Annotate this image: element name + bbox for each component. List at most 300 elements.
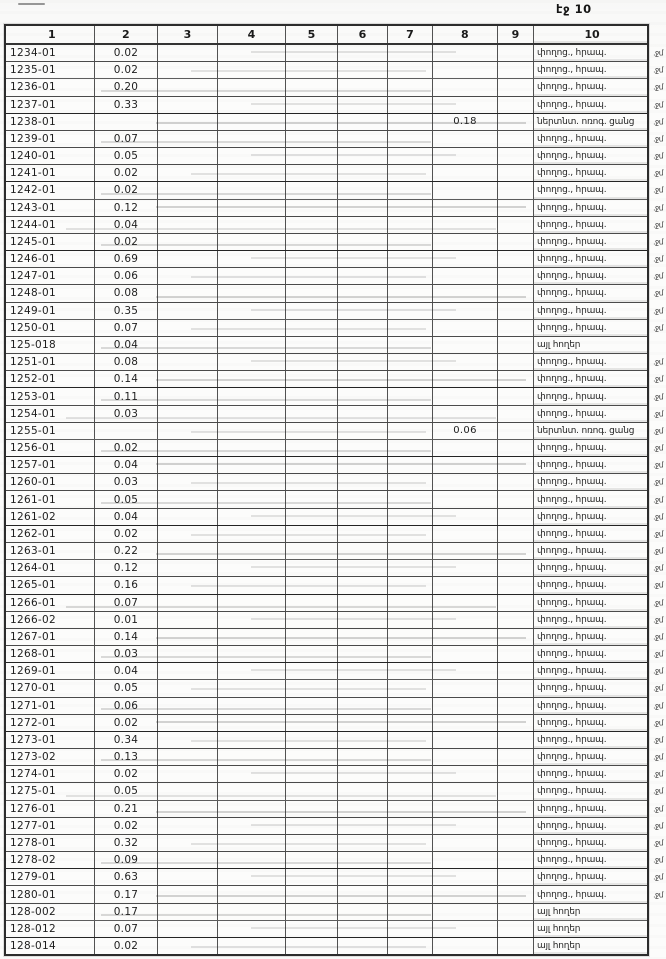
cell-empty-9: [498, 886, 534, 902]
cell-empty-5: [286, 217, 338, 233]
table-row: [6, 200, 663, 217]
cell-empty-5: [286, 904, 338, 920]
cell-empty-4: [218, 835, 286, 851]
cell-parcel-id: 1242-01: [6, 182, 95, 198]
cell-landuse-label: փողոց., հրապ.: [534, 783, 647, 799]
margin-annotation: .ջմ: [653, 254, 663, 264]
cell-landuse-label: փողոց., հրապ.: [534, 526, 647, 542]
cell-landuse-label: փողոց., հրապ.: [534, 251, 647, 267]
cell-parcel-id: 125-018: [6, 337, 95, 353]
cell-empty-7: [388, 131, 433, 147]
cell-area-value: 0.04: [95, 457, 158, 473]
cell-empty-4: [218, 801, 286, 817]
cell-empty-6: [338, 423, 388, 439]
cell-landuse-label: փողոց., հրապ.: [534, 766, 647, 782]
column-header-9: 9: [498, 26, 534, 43]
table-row: [6, 749, 663, 766]
cell-empty-6: [338, 388, 388, 404]
cell-empty-6: [338, 904, 388, 920]
cell-landuse-label: փողոց., հրապ.: [534, 474, 647, 490]
cell-parcel-id: 1278-02: [6, 852, 95, 868]
cell-empty-7: [388, 663, 433, 679]
cell-empty-4: [218, 783, 286, 799]
margin-annotation: .ջմ: [653, 477, 663, 487]
cell-empty-7: [388, 423, 433, 439]
cell-empty-6: [338, 577, 388, 593]
cell-landuse-label: փողոց., հրապ.: [534, 886, 647, 902]
cell-empty-4: [218, 148, 286, 164]
cell-empty-3: [158, 131, 218, 147]
cell-empty-4: [218, 200, 286, 216]
cell-empty-3: [158, 886, 218, 902]
table-row: [6, 423, 663, 440]
cell-empty-4: [218, 732, 286, 748]
cell-empty-7: [388, 440, 433, 456]
cell-empty-7: [388, 560, 433, 576]
cell-empty-6: [338, 595, 388, 611]
cell-empty-4: [218, 285, 286, 301]
cell-empty-5: [286, 131, 338, 147]
cell-empty-6: [338, 234, 388, 250]
cell-area-value: 0.35: [95, 303, 158, 319]
margin-annotation: .ջմ: [653, 890, 663, 899]
cell-col8-value: [433, 921, 498, 937]
cell-empty-5: [286, 491, 338, 507]
cell-empty-7: [388, 388, 433, 404]
cell-area-value: 0.02: [95, 715, 158, 731]
cell-empty-9: [498, 268, 534, 284]
cell-empty-7: [388, 251, 433, 267]
cell-empty-3: [158, 577, 218, 593]
cell-empty-4: [218, 543, 286, 559]
cell-col8-value: [433, 200, 498, 216]
cell-empty-5: [286, 646, 338, 662]
cell-empty-6: [338, 217, 388, 233]
cell-empty-4: [218, 715, 286, 731]
cell-area-value: 0.03: [95, 646, 158, 662]
cell-parcel-id: 1245-01: [6, 234, 95, 250]
cell-empty-6: [338, 560, 388, 576]
cell-empty-3: [158, 148, 218, 164]
cell-empty-7: [388, 698, 433, 714]
cell-empty-3: [158, 371, 218, 387]
cell-area-value: 0.05: [95, 680, 158, 696]
cell-empty-3: [158, 835, 218, 851]
table-row: [6, 732, 663, 749]
cell-empty-6: [338, 680, 388, 696]
column-header-8: 8: [433, 26, 498, 43]
cell-empty-7: [388, 818, 433, 834]
cell-empty-5: [286, 835, 338, 851]
cell-empty-5: [286, 440, 338, 456]
cell-empty-6: [338, 148, 388, 164]
cell-landuse-label: փողոց., հրապ.: [534, 268, 647, 284]
cell-empty-9: [498, 406, 534, 422]
cell-parcel-id: 1278-01: [6, 835, 95, 851]
cell-landuse-label: այլ հողեր: [534, 938, 647, 954]
cell-col8-value: [433, 698, 498, 714]
cell-col8-value: [433, 646, 498, 662]
cell-area-value: 0.04: [95, 509, 158, 525]
table-row: [6, 97, 663, 114]
cell-empty-6: [338, 131, 388, 147]
cell-empty-6: [338, 182, 388, 198]
cell-empty-5: [286, 818, 338, 834]
cell-empty-7: [388, 612, 433, 628]
cell-landuse-label: փողոց., հրապ.: [534, 543, 647, 559]
margin-annotation: .ջմ: [653, 82, 663, 92]
cell-empty-5: [286, 165, 338, 181]
cell-empty-3: [158, 749, 218, 765]
cell-landuse-label: փողոց., հրապ.: [534, 45, 647, 61]
table-row: [6, 938, 647, 954]
cell-landuse-label: փողոց., հրապ.: [534, 852, 647, 868]
cell-empty-3: [158, 423, 218, 439]
cell-empty-6: [338, 268, 388, 284]
cell-empty-5: [286, 595, 338, 611]
cell-landuse-label: ներտնտ. ոռոգ. ցանց: [534, 423, 647, 439]
cell-landuse-label: փողոց., հրապ.: [534, 560, 647, 576]
cell-landuse-label: փողոց., հրապ.: [534, 612, 647, 628]
cell-col8-value: [433, 131, 498, 147]
cell-landuse-label: փողոց., հրապ.: [534, 835, 647, 851]
cell-empty-9: [498, 766, 534, 782]
cell-empty-7: [388, 680, 433, 696]
cell-empty-3: [158, 234, 218, 250]
cell-col8-value: [433, 543, 498, 559]
cell-col8-value: [433, 715, 498, 731]
cell-empty-6: [338, 337, 388, 353]
cell-empty-5: [286, 852, 338, 868]
cell-col8-value: 0.18: [433, 114, 498, 130]
cell-parcel-id: 1267-01: [6, 629, 95, 645]
column-header-10: 10: [534, 26, 647, 43]
cell-area-value: 0.01: [95, 612, 158, 628]
cell-parcel-id: 1240-01: [6, 148, 95, 164]
margin-annotation: .ջմ: [653, 203, 663, 213]
cell-col8-value: [433, 354, 498, 370]
margin-annotation: .ջմ: [653, 409, 663, 419]
table-row: [6, 251, 663, 268]
cell-empty-6: [338, 165, 388, 181]
cell-area-value: 0.02: [95, 182, 158, 198]
cell-empty-6: [338, 491, 388, 507]
cell-empty-9: [498, 749, 534, 765]
cell-parcel-id: 1262-01: [6, 526, 95, 542]
cell-empty-9: [498, 285, 534, 301]
margin-annotation: .ջմ: [653, 392, 663, 402]
table-row: [6, 217, 663, 234]
cell-empty-3: [158, 921, 218, 937]
cell-landuse-label: փողոց., հրապ.: [534, 182, 647, 198]
cell-empty-3: [158, 783, 218, 799]
cell-empty-3: [158, 491, 218, 507]
cell-empty-3: [158, 732, 218, 748]
table-row: [6, 766, 663, 783]
cell-empty-6: [338, 818, 388, 834]
cell-empty-3: [158, 303, 218, 319]
cell-empty-4: [218, 886, 286, 902]
cell-parcel-id: 1250-01: [6, 320, 95, 336]
cell-empty-9: [498, 869, 534, 885]
page-number-label: էջ 10: [556, 2, 592, 16]
cell-empty-4: [218, 354, 286, 370]
cell-area-value: 0.07: [95, 921, 158, 937]
cell-parcel-id: 1261-01: [6, 491, 95, 507]
cell-empty-9: [498, 457, 534, 473]
cell-col8-value: [433, 629, 498, 645]
cell-empty-4: [218, 749, 286, 765]
cell-empty-7: [388, 406, 433, 422]
cell-landuse-label: փողոց., հրապ.: [534, 646, 647, 662]
cell-landuse-label: փողոց., հրապ.: [534, 698, 647, 714]
column-header-6: 6: [338, 26, 388, 43]
cell-empty-4: [218, 45, 286, 61]
cell-empty-7: [388, 45, 433, 61]
cell-parcel-id: 1264-01: [6, 560, 95, 576]
cell-landuse-label: փողոց., հրապ.: [534, 732, 647, 748]
cell-landuse-label: փողոց., հրապ.: [534, 818, 647, 834]
cell-empty-9: [498, 131, 534, 147]
cell-empty-6: [338, 749, 388, 765]
cell-parcel-id: 1261-02: [6, 509, 95, 525]
cell-empty-5: [286, 474, 338, 490]
cell-empty-6: [338, 715, 388, 731]
cell-empty-4: [218, 904, 286, 920]
cell-area-value: 0.34: [95, 732, 158, 748]
cell-empty-7: [388, 474, 433, 490]
table-row: [6, 182, 663, 199]
margin-annotation: .ջմ: [653, 117, 663, 127]
cell-empty-3: [158, 938, 218, 954]
column-header-1: 1: [6, 26, 95, 43]
cell-empty-9: [498, 560, 534, 576]
cell-landuse-label: փողոց., հրապ.: [534, 491, 647, 507]
cell-parcel-id: 1268-01: [6, 646, 95, 662]
cell-landuse-label: փողոց., հրապ.: [534, 457, 647, 473]
cell-landuse-label: փողոց., հրապ.: [534, 97, 647, 113]
cell-empty-9: [498, 904, 534, 920]
cell-area-value: 0.17: [95, 886, 158, 902]
cell-col8-value: [433, 97, 498, 113]
margin-annotation: .ջմ: [653, 580, 663, 590]
table-row: [6, 595, 663, 612]
cell-empty-6: [338, 440, 388, 456]
cell-col8-value: [433, 182, 498, 198]
table-row: [6, 406, 663, 423]
margin-annotation: .ջմ: [653, 151, 663, 161]
cell-empty-3: [158, 869, 218, 885]
cell-empty-4: [218, 560, 286, 576]
cell-parcel-id: 1236-01: [6, 79, 95, 95]
cell-empty-4: [218, 79, 286, 95]
cell-empty-5: [286, 388, 338, 404]
cell-empty-5: [286, 285, 338, 301]
cell-empty-3: [158, 457, 218, 473]
cell-empty-3: [158, 97, 218, 113]
margin-annotation: .ջմ: [653, 495, 663, 505]
cell-empty-9: [498, 45, 534, 61]
cell-empty-4: [218, 268, 286, 284]
cell-empty-5: [286, 921, 338, 937]
cell-area-value: 0.07: [95, 131, 158, 147]
cell-empty-9: [498, 818, 534, 834]
cell-empty-6: [338, 543, 388, 559]
table-row: [6, 457, 663, 474]
cell-empty-5: [286, 577, 338, 593]
cell-empty-3: [158, 45, 218, 61]
cell-empty-3: [158, 509, 218, 525]
cell-empty-5: [286, 526, 338, 542]
cell-area-value: 0.02: [95, 938, 158, 954]
cell-parcel-id: 1246-01: [6, 251, 95, 267]
margin-annotation: .ջմ: [653, 100, 663, 110]
cell-empty-3: [158, 595, 218, 611]
cell-empty-7: [388, 268, 433, 284]
cell-area-value: 0.02: [95, 45, 158, 61]
table-row: [6, 869, 663, 886]
cell-parcel-id: 1256-01: [6, 440, 95, 456]
cell-empty-9: [498, 234, 534, 250]
cell-parcel-id: 128-002: [6, 904, 95, 920]
cell-area-value: 0.16: [95, 577, 158, 593]
cell-parcel-id: 1275-01: [6, 783, 95, 799]
table-row: [6, 45, 663, 62]
cell-area-value: 0.12: [95, 560, 158, 576]
cell-parcel-id: 1277-01: [6, 818, 95, 834]
cell-empty-9: [498, 200, 534, 216]
cell-parcel-id: 1266-01: [6, 595, 95, 611]
cell-empty-6: [338, 663, 388, 679]
cell-empty-5: [286, 560, 338, 576]
margin-annotation: .ջմ: [653, 134, 663, 144]
cell-empty-3: [158, 268, 218, 284]
cell-empty-3: [158, 217, 218, 233]
cell-area-value: 0.20: [95, 79, 158, 95]
cell-empty-3: [158, 766, 218, 782]
cell-parcel-id: 1247-01: [6, 268, 95, 284]
cell-empty-7: [388, 577, 433, 593]
cell-empty-7: [388, 732, 433, 748]
margin-annotation: .ջմ: [653, 65, 663, 75]
cell-empty-4: [218, 165, 286, 181]
cell-empty-3: [158, 526, 218, 542]
cell-col8-value: [433, 285, 498, 301]
cell-empty-7: [388, 783, 433, 799]
margin-annotation: .ջմ: [653, 374, 663, 384]
cell-empty-7: [388, 852, 433, 868]
cell-landuse-label: փողոց., հրապ.: [534, 285, 647, 301]
margin-annotation: .ջմ: [653, 718, 663, 728]
cell-parcel-id: 1255-01: [6, 423, 95, 439]
cell-empty-7: [388, 200, 433, 216]
cell-empty-4: [218, 491, 286, 507]
cell-empty-9: [498, 148, 534, 164]
table-row: [6, 646, 663, 663]
cell-empty-5: [286, 629, 338, 645]
cell-empty-6: [338, 62, 388, 78]
cell-empty-4: [218, 388, 286, 404]
margin-annotation: .ջմ: [653, 168, 663, 178]
cell-parcel-id: 128-014: [6, 938, 95, 954]
margin-annotation: .ջմ: [653, 323, 663, 333]
cell-empty-7: [388, 646, 433, 662]
cell-empty-9: [498, 371, 534, 387]
table-row: [6, 852, 663, 869]
cell-empty-5: [286, 45, 338, 61]
cell-empty-7: [388, 543, 433, 559]
margin-annotation: .ջմ: [653, 838, 663, 848]
cell-parcel-id: 1273-01: [6, 732, 95, 748]
cell-col8-value: [433, 388, 498, 404]
cell-empty-7: [388, 148, 433, 164]
cell-col8-value: [433, 766, 498, 782]
cell-empty-3: [158, 801, 218, 817]
cell-landuse-label: փողոց., հրապ.: [534, 801, 647, 817]
table-row: [6, 783, 663, 800]
table-row: [6, 165, 663, 182]
cell-empty-7: [388, 114, 433, 130]
cell-empty-4: [218, 577, 286, 593]
cell-empty-3: [158, 406, 218, 422]
cell-empty-6: [338, 97, 388, 113]
cell-empty-9: [498, 526, 534, 542]
cell-empty-4: [218, 423, 286, 439]
cell-col8-value: [433, 869, 498, 885]
cell-col8-value: [433, 217, 498, 233]
cell-parcel-id: 1241-01: [6, 165, 95, 181]
cell-area-value: 0.02: [95, 766, 158, 782]
table-row: [6, 440, 663, 457]
cell-col8-value: [433, 474, 498, 490]
cell-empty-4: [218, 663, 286, 679]
cell-col8-value: [433, 560, 498, 576]
margin-annotation: .ջմ: [653, 701, 663, 711]
column-header-5: 5: [286, 26, 338, 43]
margin-annotation: .ջմ: [653, 288, 663, 298]
cell-empty-9: [498, 217, 534, 233]
cell-empty-5: [286, 303, 338, 319]
cell-empty-5: [286, 698, 338, 714]
cell-parcel-id: 1243-01: [6, 200, 95, 216]
cell-empty-9: [498, 921, 534, 937]
cell-empty-5: [286, 337, 338, 353]
table-row: [6, 904, 647, 921]
cell-col8-value: [433, 612, 498, 628]
cell-parcel-id: 1274-01: [6, 766, 95, 782]
cell-empty-3: [158, 698, 218, 714]
cell-empty-4: [218, 234, 286, 250]
cell-empty-7: [388, 921, 433, 937]
cell-empty-5: [286, 543, 338, 559]
cell-empty-4: [218, 646, 286, 662]
cell-col8-value: [433, 406, 498, 422]
cell-empty-4: [218, 595, 286, 611]
cell-empty-9: [498, 79, 534, 95]
cell-col8-value: [433, 457, 498, 473]
cell-col8-value: [433, 62, 498, 78]
cell-empty-6: [338, 766, 388, 782]
cell-area-value: 0.17: [95, 904, 158, 920]
cell-col8-value: [433, 440, 498, 456]
cell-parcel-id: 1239-01: [6, 131, 95, 147]
cell-landuse-label: փողոց., հրապ.: [534, 354, 647, 370]
cell-parcel-id: 1265-01: [6, 577, 95, 593]
cell-col8-value: [433, 904, 498, 920]
cell-landuse-label: այլ հողեր: [534, 904, 647, 920]
cell-col8-value: 0.06: [433, 423, 498, 439]
cell-empty-6: [338, 200, 388, 216]
